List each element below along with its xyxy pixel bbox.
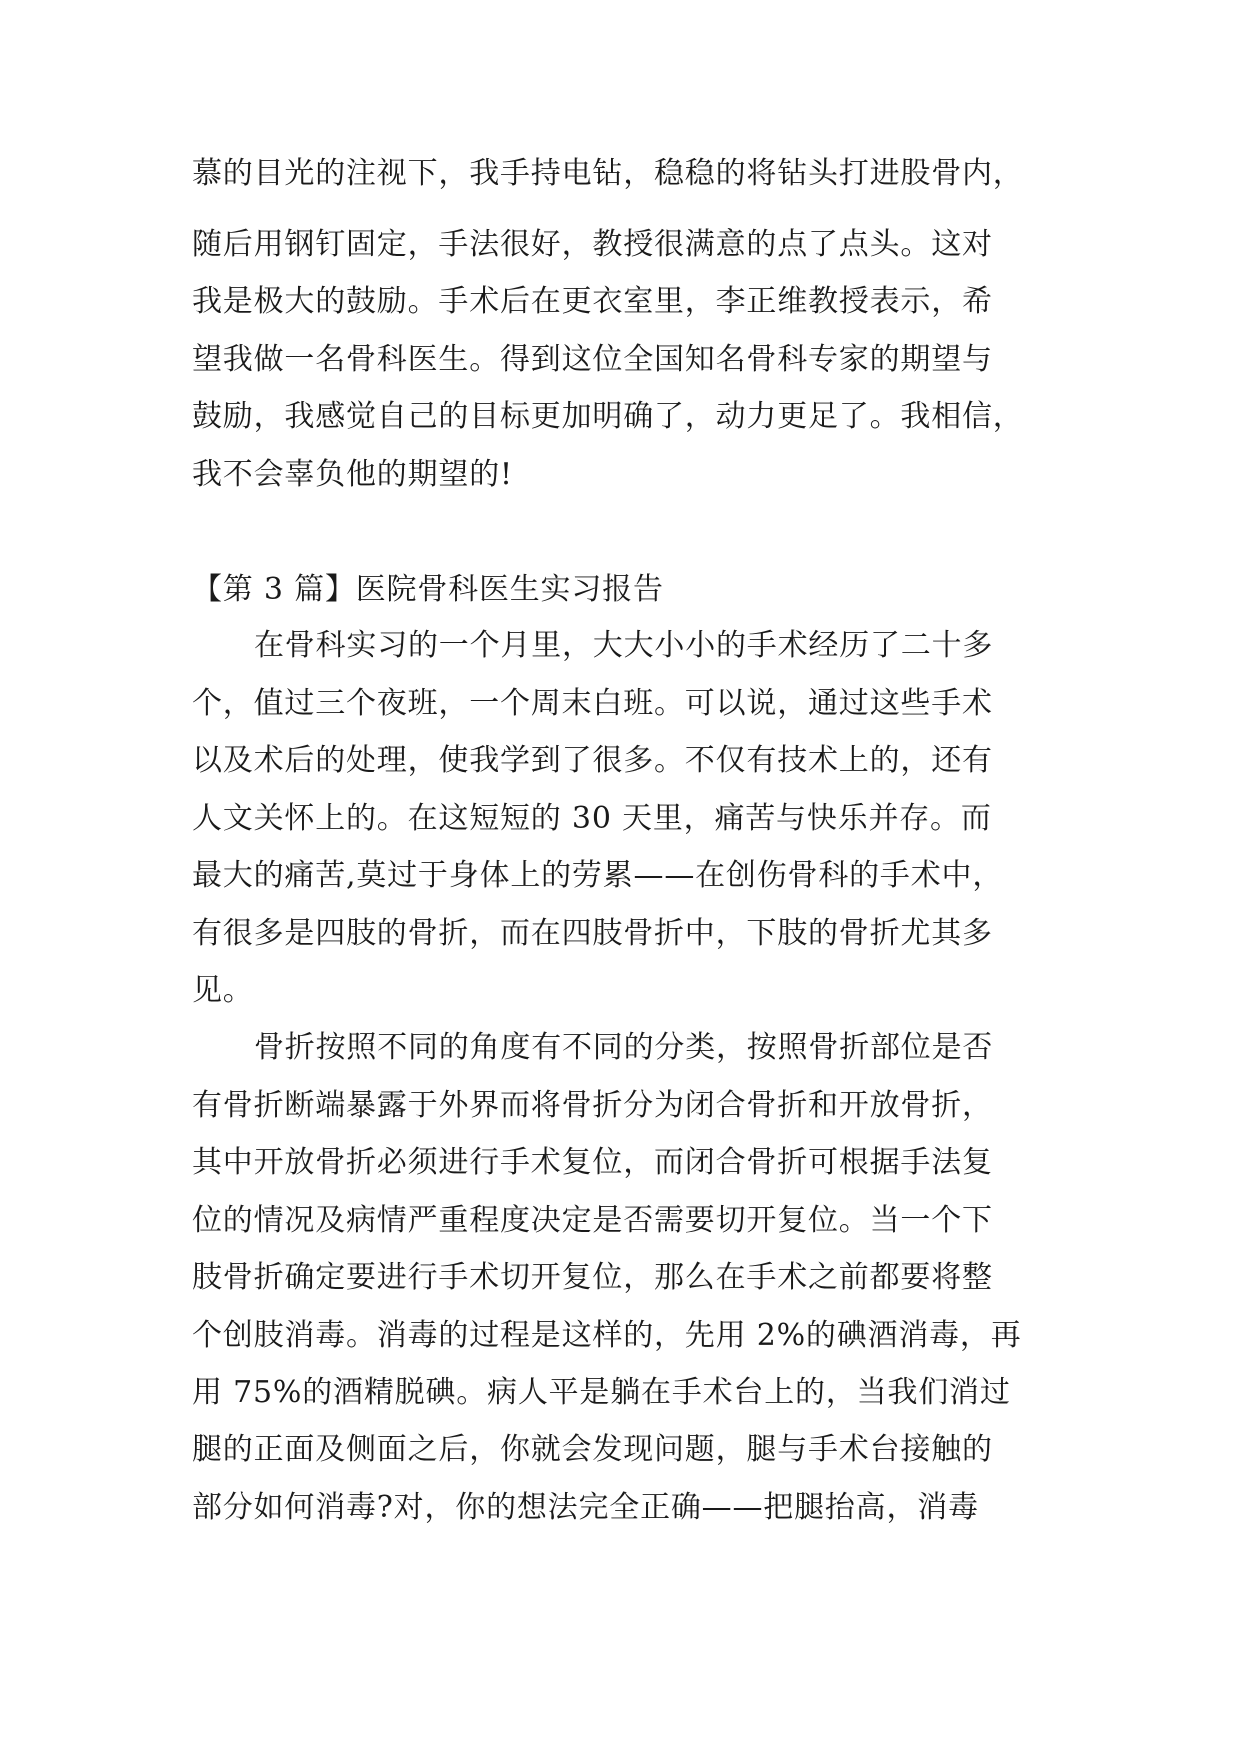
text-line: 有很多是四肢的骨折，而在四肢骨折中，下肢的骨折尤其多 [192,916,993,951]
text-line: 腿的正面及侧面之后，你就会发现问题，腿与手术台接触的 [192,1432,993,1467]
text-line: 我不会辜负他的期望的! [192,457,513,492]
text-line: 个，值过三个夜班，一个周末白班。可以说，通过这些手术 [192,686,993,721]
text-line: 人文关怀上的。在这短短的 30 天里，痛苦与快乐并存。而 [192,801,992,836]
text-line: 个创肢消毒。消毒的过程是这样的，先用 2%的碘酒消毒，再 [192,1318,1022,1353]
text-line: 随后用钢钉固定，手法很好，教授很满意的点了点头。这对 [192,227,993,262]
text-line: 慕的目光的注视下，我手持电钻，稳稳的将钻头打进股骨内， [192,156,1024,191]
text-line: 有骨折断端暴露于外界而将骨折分为闭合骨折和开放骨折， [192,1088,993,1123]
text-line: 其中开放骨折必须进行手术复位，而闭合骨折可根据手法复 [192,1145,993,1180]
text-line: 鼓励，我感觉自己的目标更加明确了，动力更足了。我相信， [192,399,1024,434]
text-line: 望我做一名骨科医生。得到这位全国知名骨科专家的期望与 [192,342,993,377]
text-line: 见。 [192,973,254,1008]
text-line: 最大的痛苦,莫过于身体上的劳累——在创伤骨科的手术中， [192,858,1004,893]
text-line: 骨折按照不同的角度有不同的分类，按照骨折部位是否 [254,1030,994,1065]
text-line: 我是极大的鼓励。手术后在更衣室里，李正维教授表示，希 [192,284,993,319]
text-line: 肢骨折确定要进行手术切开复位，那么在手术之前都要将整 [192,1260,993,1295]
text-line: 部分如何消毒?对，你的想法完全正确——把腿抬高，消毒 [192,1490,979,1525]
text-line: 以及术后的处理，使我学到了很多。不仅有技术上的，还有 [192,743,993,778]
text-line: 在骨科实习的一个月里，大大小小的手术经历了二十多 [254,628,994,663]
section-heading: 【第 3 篇】医院骨科医生实习报告 [192,572,664,607]
text-line: 位的情况及病情严重程度决定是否需要切开复位。当一个下 [192,1203,993,1238]
text-line: 用 75%的酒精脱碘。病人平是躺在手术台上的，当我们消过 [192,1375,1011,1410]
